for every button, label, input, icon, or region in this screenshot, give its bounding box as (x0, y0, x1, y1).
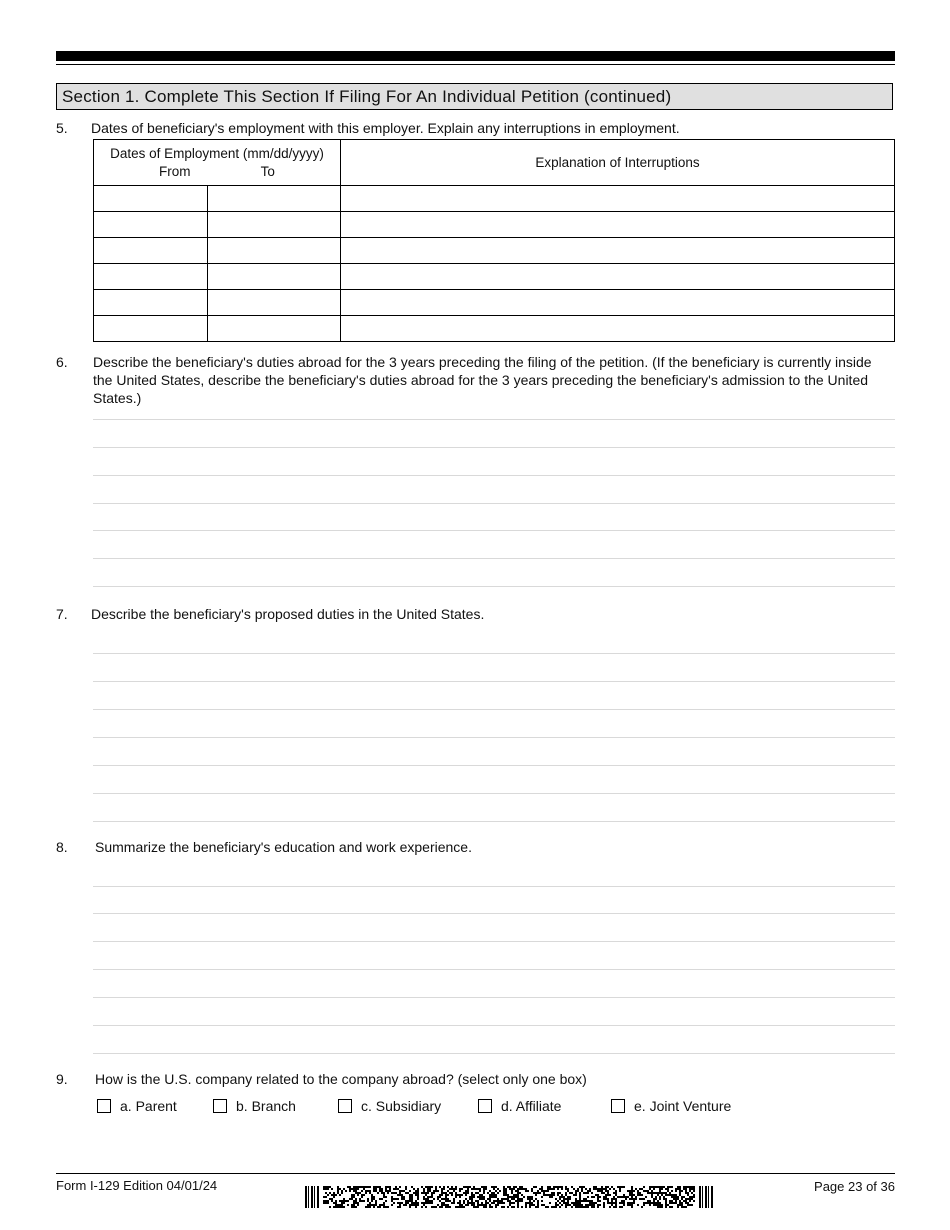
from-date-cell[interactable] (94, 264, 208, 290)
answer-line (93, 475, 895, 476)
answer-line (93, 765, 895, 766)
from-date-cell[interactable] (94, 186, 208, 212)
table-row (94, 186, 895, 212)
dates-of-employment-header (94, 140, 341, 186)
table-row (94, 290, 895, 316)
option-branch-label: b. Branch (236, 1098, 296, 1114)
answer-line (93, 558, 895, 559)
checkbox-joint-venture[interactable] (611, 1099, 625, 1113)
to-date-cell[interactable] (208, 186, 341, 212)
section-header: Section 1. Complete This Section If Filing For An Individual Petition (continued) (56, 83, 893, 110)
answer-line (93, 681, 895, 682)
question-6-text: Describe the beneficiary's duties abroad for the 3 years preceding the filing of the petition. (If the beneficiary is currently inside the United States, describe the beneficiary's duties abroad for the 3 years preceding the beneficiary's admission to the United States.) (93, 354, 872, 406)
checkbox-parent[interactable] (97, 1099, 111, 1113)
option-subsidiary-label: c. Subsidiary (361, 1098, 442, 1114)
to-date-cell[interactable] (208, 264, 341, 290)
answer-line (93, 447, 895, 448)
question-9-text: How is the U.S. company related to the company abroad? (select only one box) (95, 1071, 587, 1087)
employment-dates-table (93, 139, 895, 342)
answer-line (93, 586, 895, 587)
answer-line (93, 503, 895, 504)
answer-line (93, 1025, 895, 1026)
barcode (305, 1186, 714, 1208)
form-edition: Form I-129 Edition 04/01/24 (56, 1178, 218, 1193)
question-7-number: 7. (56, 606, 68, 622)
explanation-cell[interactable] (341, 212, 895, 238)
to-label: To (260, 163, 275, 179)
answer-line (93, 653, 895, 654)
option-affiliate[interactable] (478, 1098, 561, 1114)
option-branch[interactable] (213, 1098, 296, 1114)
table-row (94, 212, 895, 238)
question-5-number: 5. (56, 120, 68, 136)
answer-line (93, 886, 895, 887)
table-row (94, 316, 895, 342)
dates-of-employment-label: Dates of Employment (mm/dd/yyyy) (110, 145, 324, 161)
checkbox-branch[interactable] (213, 1099, 227, 1113)
explanation-cell[interactable] (341, 264, 895, 290)
from-date-cell[interactable] (94, 212, 208, 238)
option-subsidiary[interactable] (338, 1098, 441, 1114)
answer-line (93, 913, 895, 914)
top-thick-rule (56, 51, 895, 61)
answer-line (93, 737, 895, 738)
question-6-number: 6. (56, 354, 68, 370)
question-5-text: Dates of beneficiary's employment with this employer. Explain any interruptions in employment. (91, 120, 680, 136)
to-date-cell[interactable] (208, 238, 341, 264)
answer-line (93, 793, 895, 794)
from-label: From (159, 163, 191, 179)
answer-line (93, 419, 895, 420)
explanation-cell[interactable] (341, 290, 895, 316)
answer-line (93, 997, 895, 998)
question-8-number: 8. (56, 839, 68, 855)
option-parent[interactable] (97, 1098, 177, 1114)
question-9-number: 9. (56, 1071, 68, 1087)
answer-line (93, 821, 895, 822)
option-joint-venture-label: e. Joint Venture (634, 1098, 732, 1114)
answer-line (93, 941, 895, 942)
table-row (94, 238, 895, 264)
option-parent-label: a. Parent (120, 1098, 177, 1114)
explanation-header: Explanation of Interruptions (341, 140, 895, 186)
answer-line (93, 969, 895, 970)
footer-rule (56, 1173, 895, 1174)
checkbox-subsidiary[interactable] (338, 1099, 352, 1113)
question-7-text: Describe the beneficiary's proposed duties in the United States. (91, 606, 485, 622)
to-date-cell[interactable] (208, 212, 341, 238)
question-8-text: Summarize the beneficiary's education and work experience. (95, 839, 472, 855)
explanation-cell[interactable] (341, 316, 895, 342)
answer-line (93, 709, 895, 710)
explanation-cell[interactable] (341, 238, 895, 264)
table-row (94, 264, 895, 290)
checkbox-affiliate[interactable] (478, 1099, 492, 1113)
answer-line (93, 530, 895, 531)
top-thin-rule (56, 64, 895, 65)
option-joint-venture[interactable] (611, 1098, 731, 1114)
from-date-cell[interactable] (94, 290, 208, 316)
to-date-cell[interactable] (208, 290, 341, 316)
answer-line (93, 1053, 895, 1054)
from-date-cell[interactable] (94, 238, 208, 264)
page-number: Page 23 of 36 (814, 1179, 895, 1194)
option-affiliate-label: d. Affiliate (501, 1098, 562, 1114)
to-date-cell[interactable] (208, 316, 341, 342)
table-header-row (94, 140, 895, 186)
from-date-cell[interactable] (94, 316, 208, 342)
explanation-cell[interactable] (341, 186, 895, 212)
